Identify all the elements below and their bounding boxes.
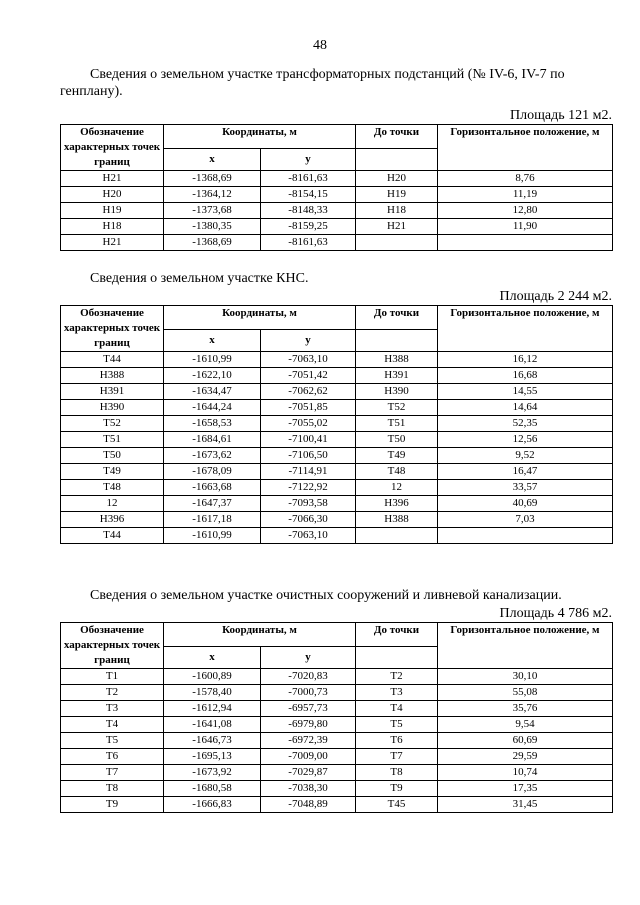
table-row <box>61 219 613 235</box>
cell-x: -1658,53 <box>164 416 261 432</box>
cell-distance: 11,19 <box>438 187 613 203</box>
cell-to-point: Н20 <box>356 171 438 187</box>
cell-y: -8161,63 <box>261 171 356 187</box>
cell-y: -7038,30 <box>261 781 356 797</box>
cell-y: -7029,87 <box>261 765 356 781</box>
page-number: 48 <box>313 38 327 53</box>
cell-x: -1622,10 <box>164 368 261 384</box>
header-x: x <box>164 329 261 351</box>
cell-to-point: 12 <box>356 480 438 496</box>
cell-to-point: Т8 <box>356 765 438 781</box>
cell-to-point: Н21 <box>356 219 438 235</box>
cell-to-point: Т50 <box>356 432 438 448</box>
cell-x: -1644,24 <box>164 400 261 416</box>
section-title: Сведения о земельном участке очистных сооружений и ливневой канализации. <box>90 588 562 603</box>
cell-distance: 55,08 <box>438 685 613 701</box>
cell-to-point <box>356 235 438 251</box>
header-coordinates: Координаты, м <box>164 306 356 330</box>
cell-x: -1666,83 <box>164 797 261 813</box>
cell-point: Н396 <box>61 512 164 528</box>
cell-distance: 8,76 <box>438 171 613 187</box>
table-row <box>61 432 613 448</box>
cell-x: -1646,73 <box>164 733 261 749</box>
table-row <box>61 701 613 717</box>
cell-y: -7055,02 <box>261 416 356 432</box>
cell-x: -1647,37 <box>164 496 261 512</box>
cell-point: Т44 <box>61 352 164 368</box>
cell-to-point: Н396 <box>356 496 438 512</box>
cell-x: -1634,47 <box>164 384 261 400</box>
cell-point: Н21 <box>61 235 164 251</box>
cell-y: -7051,42 <box>261 368 356 384</box>
table-row <box>61 480 613 496</box>
cell-distance: 17,35 <box>438 781 613 797</box>
cell-to-point: Т7 <box>356 749 438 765</box>
table-row <box>61 685 613 701</box>
table-row <box>61 733 613 749</box>
cell-y: -8154,15 <box>261 187 356 203</box>
cell-point: Т44 <box>61 528 164 544</box>
cell-distance: 16,47 <box>438 464 613 480</box>
cell-y: -7063,10 <box>261 528 356 544</box>
cell-x: -1578,40 <box>164 685 261 701</box>
cell-to-point: Н388 <box>356 512 438 528</box>
cell-y: -7122,92 <box>261 480 356 496</box>
cell-to-point: Т6 <box>356 733 438 749</box>
cell-distance: 14,64 <box>438 400 613 416</box>
header-y: y <box>261 646 356 668</box>
cell-point: Т2 <box>61 685 164 701</box>
header-x: x <box>164 646 261 668</box>
cell-y: -7062,62 <box>261 384 356 400</box>
header-y: y <box>261 148 356 170</box>
cell-distance: 31,45 <box>438 797 613 813</box>
cell-to-point: Т45 <box>356 797 438 813</box>
header-to-point-blank <box>356 148 438 170</box>
coordinates-table <box>60 622 613 813</box>
area-label: Площадь 4 786 м2. <box>499 606 612 621</box>
cell-point: Т9 <box>61 797 164 813</box>
cell-to-point: Т9 <box>356 781 438 797</box>
cell-x: -1684,61 <box>164 432 261 448</box>
cell-y: -6957,73 <box>261 701 356 717</box>
cell-to-point: Н18 <box>356 203 438 219</box>
cell-to-point: Т5 <box>356 717 438 733</box>
cell-distance <box>438 235 613 251</box>
cell-point: Т5 <box>61 733 164 749</box>
table-row <box>61 528 613 544</box>
cell-point: Т48 <box>61 480 164 496</box>
cell-to-point: Т51 <box>356 416 438 432</box>
cell-point: Н20 <box>61 187 164 203</box>
cell-x: -1678,09 <box>164 464 261 480</box>
cell-x: -1373,68 <box>164 203 261 219</box>
header-designation: Обозначение характерных точек границ <box>61 623 164 669</box>
cell-y: -7106,50 <box>261 448 356 464</box>
cell-y: -8161,63 <box>261 235 356 251</box>
table-row <box>61 416 613 432</box>
table-row <box>61 368 613 384</box>
cell-distance: 12,80 <box>438 203 613 219</box>
table-row <box>61 717 613 733</box>
table-row <box>61 384 613 400</box>
cell-distance: 60,69 <box>438 733 613 749</box>
cell-distance: 16,68 <box>438 368 613 384</box>
cell-distance <box>438 528 613 544</box>
table-row <box>61 352 613 368</box>
table-row <box>61 496 613 512</box>
cell-y: -8148,33 <box>261 203 356 219</box>
table-row <box>61 781 613 797</box>
cell-x: -1380,35 <box>164 219 261 235</box>
cell-distance: 9,52 <box>438 448 613 464</box>
cell-distance: 29,59 <box>438 749 613 765</box>
table-row <box>61 464 613 480</box>
table-body <box>61 669 613 813</box>
cell-point: Н19 <box>61 203 164 219</box>
cell-x: -1673,62 <box>164 448 261 464</box>
cell-distance: 7,03 <box>438 512 613 528</box>
header-to-point: До точки <box>356 306 438 330</box>
cell-point: Т52 <box>61 416 164 432</box>
cell-point: Т6 <box>61 749 164 765</box>
table-body <box>61 171 613 251</box>
cell-point: Т49 <box>61 464 164 480</box>
table-row <box>61 171 613 187</box>
header-horizontal: Горизонтальное положение, м <box>438 623 613 669</box>
table-row <box>61 235 613 251</box>
header-to-point-blank <box>356 646 438 668</box>
cell-y: -7066,30 <box>261 512 356 528</box>
cell-to-point <box>356 528 438 544</box>
cell-point: Т4 <box>61 717 164 733</box>
table-row <box>61 765 613 781</box>
cell-point: Н391 <box>61 384 164 400</box>
cell-point: Т51 <box>61 432 164 448</box>
cell-distance: 52,35 <box>438 416 613 432</box>
section-title: Сведения о земельном участке КНС. <box>90 271 309 286</box>
header-designation: Обозначение характерных точек границ <box>61 125 164 171</box>
cell-point: Н21 <box>61 171 164 187</box>
table-row <box>61 400 613 416</box>
cell-point: Т50 <box>61 448 164 464</box>
cell-to-point: Т52 <box>356 400 438 416</box>
table-row <box>61 669 613 685</box>
cell-to-point: Н388 <box>356 352 438 368</box>
table-row <box>61 203 613 219</box>
cell-x: -1673,92 <box>164 765 261 781</box>
coordinates-table <box>60 124 613 251</box>
cell-distance: 14,55 <box>438 384 613 400</box>
cell-x: -1600,89 <box>164 669 261 685</box>
cell-x: -1695,13 <box>164 749 261 765</box>
cell-y: -7048,89 <box>261 797 356 813</box>
cell-to-point: Т2 <box>356 669 438 685</box>
cell-point: Т8 <box>61 781 164 797</box>
cell-to-point: Т48 <box>356 464 438 480</box>
cell-x: -1641,08 <box>164 717 261 733</box>
table-row <box>61 749 613 765</box>
cell-y: -7051,85 <box>261 400 356 416</box>
cell-y: -6972,39 <box>261 733 356 749</box>
table-row <box>61 797 613 813</box>
cell-to-point: Т49 <box>356 448 438 464</box>
cell-x: -1617,18 <box>164 512 261 528</box>
cell-y: -7100,41 <box>261 432 356 448</box>
cell-y: -7020,83 <box>261 669 356 685</box>
cell-x: -1663,68 <box>164 480 261 496</box>
section-kns <box>60 270 612 544</box>
cell-point: Н388 <box>61 368 164 384</box>
cell-y: -7114,91 <box>261 464 356 480</box>
header-horizontal: Горизонтальное положение, м <box>438 306 613 352</box>
header-y: y <box>261 329 356 351</box>
section-title: Сведения о земельном участке трансформаторных подстанций (№ IV-6, IV-7 по генплану). <box>60 67 565 99</box>
section-transformer-substations <box>60 66 612 251</box>
cell-x: -1368,69 <box>164 235 261 251</box>
table-row <box>61 512 613 528</box>
cell-to-point: Н391 <box>356 368 438 384</box>
cell-point: 12 <box>61 496 164 512</box>
header-designation: Обозначение характерных точек границ <box>61 306 164 352</box>
header-coordinates: Координаты, м <box>164 623 356 647</box>
cell-y: -6979,80 <box>261 717 356 733</box>
area-label: Площадь 121 м2. <box>510 108 612 123</box>
cell-to-point: Т3 <box>356 685 438 701</box>
header-horizontal: Горизонтальное положение, м <box>438 125 613 171</box>
cell-to-point: Н19 <box>356 187 438 203</box>
cell-y: -7093,58 <box>261 496 356 512</box>
table-row <box>61 448 613 464</box>
cell-point: Н18 <box>61 219 164 235</box>
header-to-point: До точки <box>356 125 438 149</box>
cell-distance: 16,12 <box>438 352 613 368</box>
cell-distance: 33,57 <box>438 480 613 496</box>
section-treatment-facilities <box>60 587 612 813</box>
area-label: Площадь 2 244 м2. <box>499 289 612 304</box>
header-to-point-blank <box>356 329 438 351</box>
cell-x: -1368,69 <box>164 171 261 187</box>
cell-x: -1610,99 <box>164 528 261 544</box>
cell-distance: 12,56 <box>438 432 613 448</box>
cell-distance: 40,69 <box>438 496 613 512</box>
cell-y: -7009,00 <box>261 749 356 765</box>
cell-y: -7063,10 <box>261 352 356 368</box>
cell-to-point: Т4 <box>356 701 438 717</box>
cell-distance: 11,90 <box>438 219 613 235</box>
cell-distance: 35,76 <box>438 701 613 717</box>
cell-x: -1612,94 <box>164 701 261 717</box>
header-x: x <box>164 148 261 170</box>
cell-y: -7000,73 <box>261 685 356 701</box>
cell-point: Т1 <box>61 669 164 685</box>
cell-point: Н390 <box>61 400 164 416</box>
header-coordinates: Координаты, м <box>164 125 356 149</box>
cell-x: -1680,58 <box>164 781 261 797</box>
cell-x: -1364,12 <box>164 187 261 203</box>
header-to-point: До точки <box>356 623 438 647</box>
cell-distance: 10,74 <box>438 765 613 781</box>
cell-point: Т3 <box>61 701 164 717</box>
table-row <box>61 187 613 203</box>
cell-to-point: Н390 <box>356 384 438 400</box>
cell-distance: 9,54 <box>438 717 613 733</box>
cell-point: Т7 <box>61 765 164 781</box>
cell-x: -1610,99 <box>164 352 261 368</box>
coordinates-table <box>60 305 613 544</box>
table-body <box>61 352 613 544</box>
cell-y: -8159,25 <box>261 219 356 235</box>
cell-distance: 30,10 <box>438 669 613 685</box>
